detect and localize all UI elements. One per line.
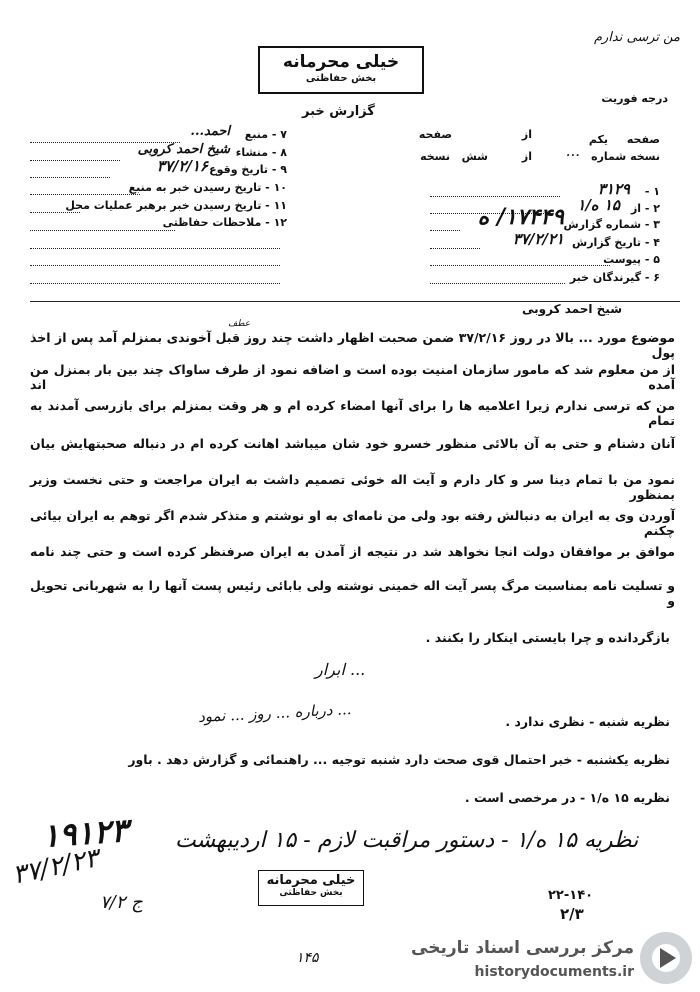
stamp-title: خیلی محرمانه xyxy=(266,873,356,888)
handwritten-annotation: ... ابرار xyxy=(315,660,366,679)
field-label: ۸ - منشاء xyxy=(235,146,287,159)
field-label: ۱۰ - تاریخ رسیدن خبر به منبع xyxy=(128,181,287,194)
field-value: احمد... xyxy=(190,124,230,139)
classification-title: خیلی محرمانه xyxy=(282,52,400,72)
classification-subtitle: بخش حفاظتی xyxy=(305,73,377,84)
signature-scribble: ۳۷/۲/۲۳ xyxy=(9,843,102,891)
stamp-subtitle: بخش حفاظتی xyxy=(279,888,343,898)
body-last-line: بازگردانده و چرا بایستی اینکار را بکنند . xyxy=(425,630,670,645)
dotted-line xyxy=(30,230,175,231)
copy-total: شش xyxy=(461,150,488,163)
dotted-line xyxy=(30,248,280,249)
copies-label: نسخه xyxy=(420,150,450,163)
dotted-line xyxy=(430,283,565,284)
page-value: یکم xyxy=(588,133,608,146)
archive-logo-icon xyxy=(640,932,692,984)
opinion-saturday: نظریه شنبه - نظری ندارد . xyxy=(505,714,670,729)
opinion-unit: نظریه ۱۵ ه/۱ - در مرخصی است . xyxy=(464,790,670,805)
dotted-line xyxy=(30,212,80,213)
field-label: ۶ - گیرندگان خبر xyxy=(569,271,660,284)
field-label: ۱۱ - تاریخ رسیدن خبر برهبر عملیات محل xyxy=(65,199,287,212)
opinion-sunday: نظریه یکشنبه - خبر احتمال قوی صحت دارد شنبه توجیه ... راهنمائی و گزارش دهد . باور xyxy=(128,752,670,767)
margin-note: عطف xyxy=(228,319,251,329)
page-of: از xyxy=(521,128,532,141)
handwritten-order: نظریه ۱۵ ه/۱ - دستور مراقبت لازم - ۱۵ اردیبهشت xyxy=(175,828,639,853)
body-line: من که ترسی ندارم زیرا اعلامیه ها را برای آنها امضاء کرده ام و هر وقت بمنزلم برای بازرسی آمدند به تمام xyxy=(30,398,675,428)
body-line: و تسلیت نامه بمناسبت مرگ پسر آیت اله خمینی نوشته ولی بابائی رئیس پست آنها را به شهربانی تحویل و xyxy=(30,578,675,608)
field-label: ۲ - از xyxy=(630,202,660,215)
dotted-line xyxy=(30,283,280,284)
watermark-url: historydocuments.ir xyxy=(474,964,634,980)
report-title: گزارش خبر xyxy=(302,104,375,119)
dotted-line xyxy=(30,160,120,161)
top-handwritten-note: من ترسی ندارم xyxy=(593,30,680,45)
copy-value: ... xyxy=(565,142,580,160)
dotted-line xyxy=(30,177,110,178)
field-label: ۱ - xyxy=(644,185,660,198)
handwritten-annotation: ... درباره ... روز ... نمود xyxy=(197,699,352,727)
field-value: ۳۱۲۹ xyxy=(597,180,630,198)
field-label: ۴ - تاریخ گزارش xyxy=(572,236,660,249)
body-line: آوردن وی به ایران به دنبالش رفته بود ولی من نامه‌ای به او نوشتم و متذکر شدم اگر توهم به ایران بیائی چکنم xyxy=(30,508,675,538)
field-label: ۷ - منبع xyxy=(244,128,287,141)
classification-stamp-bottom xyxy=(258,870,364,906)
field-label: ۹ - تاریخ وقوع xyxy=(209,163,287,176)
subject-line: شیخ احمد کروبی xyxy=(522,302,622,316)
body-line: موضوع مورد ... بالا در روز ۳۷/۲/۱۶ ضمن صحبت اظهار داشت چند روز قبل آخوندی بمنزلم آمد پس از اخذ پول xyxy=(30,330,675,360)
priority-label: درجه فوریت xyxy=(601,92,668,105)
field-label: ۳ - شماره گزارش xyxy=(563,218,660,231)
dotted-line xyxy=(430,230,460,231)
body-line: از من معلوم شد که مامور سازمان امنیت بوده است و اضافه نمود از طرف ساواک چند بین بار بمنزل من آمده اند xyxy=(30,362,675,392)
copy-label: نسخه شماره xyxy=(591,150,660,163)
field-label: ۵ - پیوست xyxy=(603,253,660,266)
field-value: ۳۷/۲/۱۶ xyxy=(156,157,208,175)
body-line: آنان دشنام و حتی به آن بالائی منظور خسرو خود شان میباشد اهانت کرده ام در دنباله صحبتهایش بیان xyxy=(30,436,675,451)
body-line: نمود من با تمام دینا سر و کار دارم و آیت اله خوئی تصمیم داشت به ایران مراجعت و حتی نخست وزیر بمنظور xyxy=(30,472,675,502)
dotted-line xyxy=(30,265,280,266)
dotted-line xyxy=(430,248,480,249)
page-label: صفحه xyxy=(626,133,660,146)
page-total-label: صفحه xyxy=(418,128,452,141)
reference-mark: ۲۲-۱۴۰ xyxy=(548,888,594,903)
watermark-title: مرکز بررسی اسناد تاریخی xyxy=(411,938,634,958)
copy-of: از xyxy=(521,150,532,163)
field-value: ۱۷۴۴۹/ ه xyxy=(477,204,564,230)
dotted-line xyxy=(30,194,140,195)
watermark-logo xyxy=(411,928,700,992)
signature-sub: ج ۷/۲ xyxy=(100,892,143,913)
reference-mark: ۲/۳ xyxy=(560,905,584,923)
dotted-line xyxy=(430,196,560,197)
page-number: ۱۴۵ xyxy=(296,950,319,966)
field-label: ۱۲ - ملاحظات حفاظتی xyxy=(162,216,287,229)
dotted-line xyxy=(430,265,610,266)
field-value: ۱۵ ه/۱ xyxy=(577,196,620,214)
handwritten-number: ۱۹۱۲۳ xyxy=(40,811,130,855)
classification-stamp xyxy=(258,46,424,94)
body-line: موافق بر موافقان دولت انجا نخواهد شد در نتیجه از آمدن به ایران صرفنظر کرده است و حتی چند نامه xyxy=(30,544,675,559)
field-value: شیخ احمد کروبی xyxy=(137,142,230,157)
field-value: ۳۷/۲/۲۱ xyxy=(512,230,564,248)
